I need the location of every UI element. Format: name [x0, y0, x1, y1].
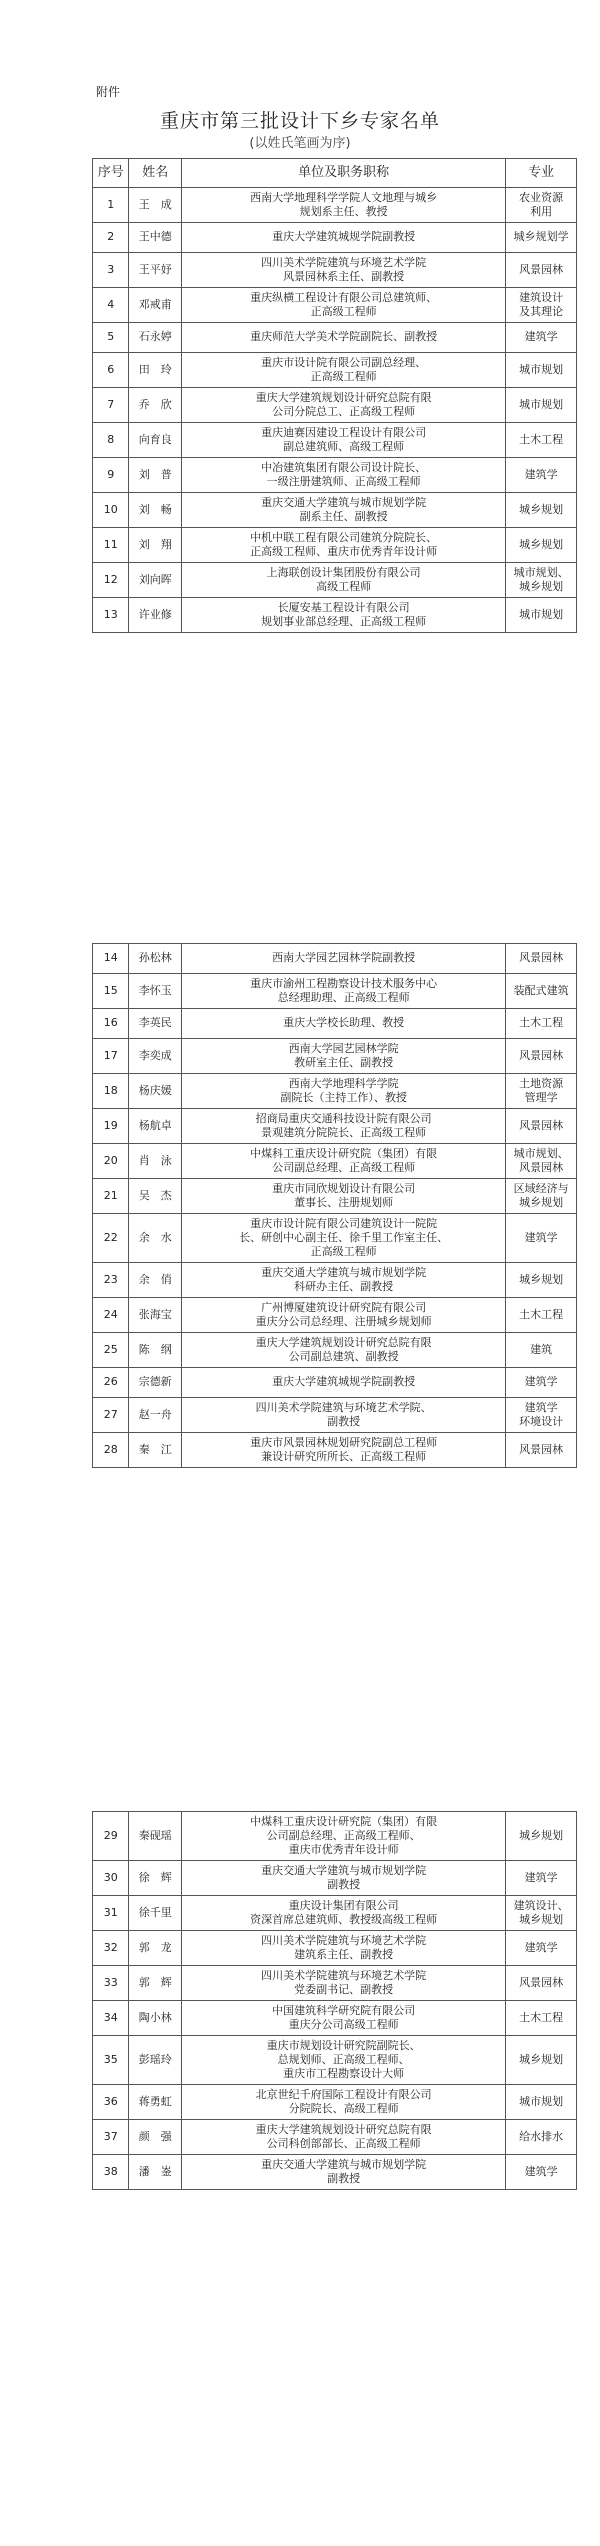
expert-name: 王 成	[129, 188, 182, 223]
expert-name: 徐千里	[129, 1896, 182, 1931]
table-row	[93, 1896, 577, 1931]
row-number: 24	[93, 1298, 129, 1333]
specialty: 土地资源 管理学	[506, 1074, 577, 1109]
row-number: 11	[93, 528, 129, 563]
attachment-label: 附件	[96, 85, 121, 99]
row-number: 19	[93, 1109, 129, 1144]
expert-name: 孙松林	[129, 944, 182, 974]
table-row	[93, 1009, 577, 1039]
unit-and-title: 重庆市规划设计研究院副院长、 总规划师、正高级工程师、 重庆市工程勘察设计大师	[182, 2036, 506, 2085]
row-number: 5	[93, 323, 129, 353]
table-row	[93, 1214, 577, 1263]
unit-and-title: 西南大学地理科学学院人文地理与城乡 规划系主任、教授	[182, 188, 506, 223]
table-row	[93, 188, 577, 223]
expert-name: 乔 欣	[129, 388, 182, 423]
table-row	[93, 1074, 577, 1109]
row-number: 21	[93, 1179, 129, 1214]
expert-name: 田 玲	[129, 353, 182, 388]
table-row	[93, 423, 577, 458]
table-row	[93, 1368, 577, 1398]
specialty: 区域经济与 城乡规划	[506, 1179, 577, 1214]
specialty: 建筑设计 及其理论	[506, 288, 577, 323]
table-row	[93, 458, 577, 493]
specialty: 城乡规划学	[506, 223, 577, 253]
specialty: 风景园林	[506, 944, 577, 974]
table-row	[93, 1298, 577, 1333]
table-row	[93, 598, 577, 633]
row-number: 34	[93, 2001, 129, 2036]
table-row	[93, 1931, 577, 1966]
expert-name: 徐 辉	[129, 1861, 182, 1896]
expert-name: 余 水	[129, 1214, 182, 1263]
expert-name: 吴 杰	[129, 1179, 182, 1214]
expert-name: 赵一舟	[129, 1398, 182, 1433]
header-major: 专业	[506, 159, 577, 188]
table-row	[93, 528, 577, 563]
unit-and-title: 重庆纵横工程设计有限公司总建筑师、 正高级工程师	[182, 288, 506, 323]
expert-name: 邓戒甫	[129, 288, 182, 323]
unit-and-title: 西南大学地理科学学院 副院长（主持工作）、教授	[182, 1074, 506, 1109]
specialty: 建筑学	[506, 323, 577, 353]
expert-table-page-3	[92, 1811, 577, 2190]
table-row	[93, 974, 577, 1009]
table-row	[93, 2001, 577, 2036]
expert-table-page-1	[92, 158, 577, 633]
unit-and-title: 重庆师范大学美术学院副院长、副教授	[182, 323, 506, 353]
unit-and-title: 北京世纪千府国际工程设计有限公司 分院院长、高级工程师	[182, 2085, 506, 2120]
table-row	[93, 2036, 577, 2085]
specialty: 城市规划	[506, 353, 577, 388]
unit-and-title: 中国建筑科学研究院有限公司 重庆分公司高级工程师	[182, 2001, 506, 2036]
row-number: 33	[93, 1966, 129, 2001]
table-row	[93, 1109, 577, 1144]
expert-name: 石永婷	[129, 323, 182, 353]
table-row	[93, 1144, 577, 1179]
specialty: 土木工程	[506, 2001, 577, 2036]
table-header-row	[93, 159, 577, 188]
row-number: 8	[93, 423, 129, 458]
expert-name: 郭 龙	[129, 1931, 182, 1966]
specialty: 建筑学	[506, 1214, 577, 1263]
page-title: 重庆市第三批设计下乡专家名单	[159, 110, 440, 132]
unit-and-title: 西南大学园艺园林学院 教研室主任、副教授	[182, 1039, 506, 1074]
specialty: 城乡规划	[506, 528, 577, 563]
unit-and-title: 中冶建筑集团有限公司设计院长、 一级注册建筑师、正高级工程师	[182, 458, 506, 493]
expert-name: 蒋勇虹	[129, 2085, 182, 2120]
expert-name: 余 俏	[129, 1263, 182, 1298]
page-subtitle: (以姓氏笔画为序)	[249, 136, 351, 151]
specialty: 土木工程	[506, 1009, 577, 1039]
specialty: 建筑设计、 城乡规划	[506, 1896, 577, 1931]
row-number: 9	[93, 458, 129, 493]
unit-and-title: 重庆大学建筑城规学院副教授	[182, 223, 506, 253]
expert-name: 杨航卓	[129, 1109, 182, 1144]
specialty: 风景园林	[506, 1109, 577, 1144]
specialty: 风景园林	[506, 1966, 577, 2001]
specialty: 土木工程	[506, 1298, 577, 1333]
table-row	[93, 2085, 577, 2120]
table-row	[93, 288, 577, 323]
expert-name: 王中德	[129, 223, 182, 253]
row-number: 22	[93, 1214, 129, 1263]
specialty: 风景园林	[506, 1039, 577, 1074]
expert-name: 郭 辉	[129, 1966, 182, 2001]
row-number: 12	[93, 563, 129, 598]
unit-and-title: 重庆交通大学建筑与城市规划学院 副教授	[182, 2155, 506, 2190]
specialty: 给水排水	[506, 2120, 577, 2155]
unit-and-title: 重庆大学校长助理、教授	[182, 1009, 506, 1039]
row-number: 6	[93, 353, 129, 388]
row-number: 1	[93, 188, 129, 223]
unit-and-title: 中机中联工程有限公司建筑分院院长、 正高级工程师、重庆市优秀青年设计师	[182, 528, 506, 563]
unit-and-title: 广州博厦建筑设计研究院有限公司 重庆分公司总经理、注册城乡规划师	[182, 1298, 506, 1333]
specialty: 城乡规划	[506, 2036, 577, 2085]
unit-and-title: 重庆迪赛因建设工程设计有限公司 副总建筑师、高级工程师	[182, 423, 506, 458]
row-number: 30	[93, 1861, 129, 1896]
unit-and-title: 四川美术学院建筑与环境艺术学院 建筑系主任、副教授	[182, 1931, 506, 1966]
unit-and-title: 重庆市设计院有限公司副总经理、 正高级工程师	[182, 353, 506, 388]
expert-name: 秦砚瑶	[129, 1812, 182, 1861]
expert-name: 王平妤	[129, 253, 182, 288]
expert-name: 彭瑶玲	[129, 2036, 182, 2085]
header-name: 姓名	[129, 159, 182, 188]
table-row	[93, 323, 577, 353]
table-row	[93, 1966, 577, 2001]
expert-name: 秦 江	[129, 1433, 182, 1468]
table-row	[93, 1039, 577, 1074]
expert-name: 刘向晖	[129, 563, 182, 598]
row-number: 14	[93, 944, 129, 974]
row-number: 35	[93, 2036, 129, 2085]
expert-table-page-2	[92, 943, 577, 1468]
table-row	[93, 1179, 577, 1214]
unit-and-title: 长厦安基工程设计有限公司 规划事业部总经理、正高级工程师	[182, 598, 506, 633]
row-number: 27	[93, 1398, 129, 1433]
row-number: 17	[93, 1039, 129, 1074]
row-number: 20	[93, 1144, 129, 1179]
row-number: 13	[93, 598, 129, 633]
row-number: 31	[93, 1896, 129, 1931]
unit-and-title: 四川美术学院建筑与环境艺术学院、 副教授	[182, 1398, 506, 1433]
specialty: 建筑学	[506, 2155, 577, 2190]
unit-and-title: 重庆市渝州工程勘察设计技术服务中心 总经理助理、正高级工程师	[182, 974, 506, 1009]
expert-name: 颜 强	[129, 2120, 182, 2155]
unit-and-title: 四川美术学院建筑与环境艺术学院 党委副书记、副教授	[182, 1966, 506, 2001]
header-unit: 单位及职务职称	[182, 159, 506, 188]
unit-and-title: 重庆大学建筑规划设计研究总院有限 公司科创部部长、正高级工程师	[182, 2120, 506, 2155]
unit-and-title: 四川美术学院建筑与环境艺术学院 风景园林系主任、副教授	[182, 253, 506, 288]
unit-and-title: 重庆交通大学建筑与城市规划学院 副教授	[182, 1861, 506, 1896]
specialty: 装配式建筑	[506, 974, 577, 1009]
specialty: 城市规划	[506, 598, 577, 633]
specialty: 土木工程	[506, 423, 577, 458]
row-number: 3	[93, 253, 129, 288]
table-row	[93, 944, 577, 974]
table-row	[93, 223, 577, 253]
table-row	[93, 2120, 577, 2155]
table-row	[93, 1433, 577, 1468]
specialty: 城乡规划	[506, 1263, 577, 1298]
unit-and-title: 重庆交通大学建筑与城市规划学院 科研办主任、副教授	[182, 1263, 506, 1298]
specialty: 建筑学 环境设计	[506, 1398, 577, 1433]
row-number: 15	[93, 974, 129, 1009]
table-row	[93, 563, 577, 598]
table-row	[93, 388, 577, 423]
row-number: 26	[93, 1368, 129, 1398]
row-number: 10	[93, 493, 129, 528]
unit-and-title: 重庆市风景园林规划研究院副总工程师 兼设计研究所所长、正高级工程师	[182, 1433, 506, 1468]
specialty: 城市规划、 风景园林	[506, 1144, 577, 1179]
row-number: 32	[93, 1931, 129, 1966]
table-row	[93, 1263, 577, 1298]
row-number: 36	[93, 2085, 129, 2120]
unit-and-title: 重庆大学建筑规划设计研究总院有限 公司分院总工、正高级工程师	[182, 388, 506, 423]
table-row	[93, 1861, 577, 1896]
row-number: 2	[93, 223, 129, 253]
expert-name: 刘 普	[129, 458, 182, 493]
table-row	[93, 1812, 577, 1861]
unit-and-title: 重庆市设计院有限公司建筑设计一院院 长、研创中心副主任、徐千里工作室主任、 正高级工程师	[182, 1214, 506, 1263]
table-row	[93, 1398, 577, 1433]
row-number: 38	[93, 2155, 129, 2190]
table-row	[93, 2155, 577, 2190]
specialty: 城乡规划	[506, 1812, 577, 1861]
unit-and-title: 重庆交通大学建筑与城市规划学院 副系主任、副教授	[182, 493, 506, 528]
specialty: 建筑	[506, 1333, 577, 1368]
expert-name: 李奕成	[129, 1039, 182, 1074]
row-number: 18	[93, 1074, 129, 1109]
specialty: 建筑学	[506, 458, 577, 493]
specialty: 风景园林	[506, 1433, 577, 1468]
expert-name: 向育良	[129, 423, 182, 458]
specialty: 建筑学	[506, 1368, 577, 1398]
table-row	[93, 253, 577, 288]
specialty: 城乡规划	[506, 493, 577, 528]
expert-name: 潘 崟	[129, 2155, 182, 2190]
unit-and-title: 西南大学园艺园林学院副教授	[182, 944, 506, 974]
unit-and-title: 中煤科工重庆设计研究院（集团）有限 公司副总经理、正高级工程师	[182, 1144, 506, 1179]
specialty: 城市规划	[506, 2085, 577, 2120]
expert-name: 肖 泳	[129, 1144, 182, 1179]
row-number: 29	[93, 1812, 129, 1861]
specialty: 建筑学	[506, 1861, 577, 1896]
expert-name: 刘 翔	[129, 528, 182, 563]
specialty: 建筑学	[506, 1931, 577, 1966]
row-number: 16	[93, 1009, 129, 1039]
expert-name: 刘 畅	[129, 493, 182, 528]
expert-name: 陈 纲	[129, 1333, 182, 1368]
table-row	[93, 1333, 577, 1368]
specialty: 城市规划	[506, 388, 577, 423]
specialty: 风景园林	[506, 253, 577, 288]
unit-and-title: 重庆大学建筑城规学院副教授	[182, 1368, 506, 1398]
row-number: 25	[93, 1333, 129, 1368]
table-row	[93, 353, 577, 388]
expert-name: 李怀玉	[129, 974, 182, 1009]
row-number: 28	[93, 1433, 129, 1468]
expert-name: 李英民	[129, 1009, 182, 1039]
row-number: 23	[93, 1263, 129, 1298]
specialty: 城市规划、 城乡规划	[506, 563, 577, 598]
row-number: 37	[93, 2120, 129, 2155]
expert-name: 陶小林	[129, 2001, 182, 2036]
row-number: 4	[93, 288, 129, 323]
expert-name: 张海宝	[129, 1298, 182, 1333]
header-no: 序号	[93, 159, 129, 188]
expert-name: 许业修	[129, 598, 182, 633]
row-number: 7	[93, 388, 129, 423]
unit-and-title: 重庆设计集团有限公司 资深首席总建筑师、教授级高级工程师	[182, 1896, 506, 1931]
table-row	[93, 493, 577, 528]
unit-and-title: 重庆市同欣规划设计有限公司 董事长、注册规划师	[182, 1179, 506, 1214]
unit-and-title: 上海联创设计集团股份有限公司 高级工程师	[182, 563, 506, 598]
specialty: 农业资源 利用	[506, 188, 577, 223]
unit-and-title: 重庆大学建筑规划设计研究总院有限 公司副总建筑、副教授	[182, 1333, 506, 1368]
expert-name: 杨庆媛	[129, 1074, 182, 1109]
unit-and-title: 中煤科工重庆设计研究院（集团）有限 公司副总经理、正高级工程师、 重庆市优秀青年设计师	[182, 1812, 506, 1861]
expert-name: 宗德新	[129, 1368, 182, 1398]
unit-and-title: 招商局重庆交通科技设计院有限公司 景观建筑分院院长、正高级工程师	[182, 1109, 506, 1144]
